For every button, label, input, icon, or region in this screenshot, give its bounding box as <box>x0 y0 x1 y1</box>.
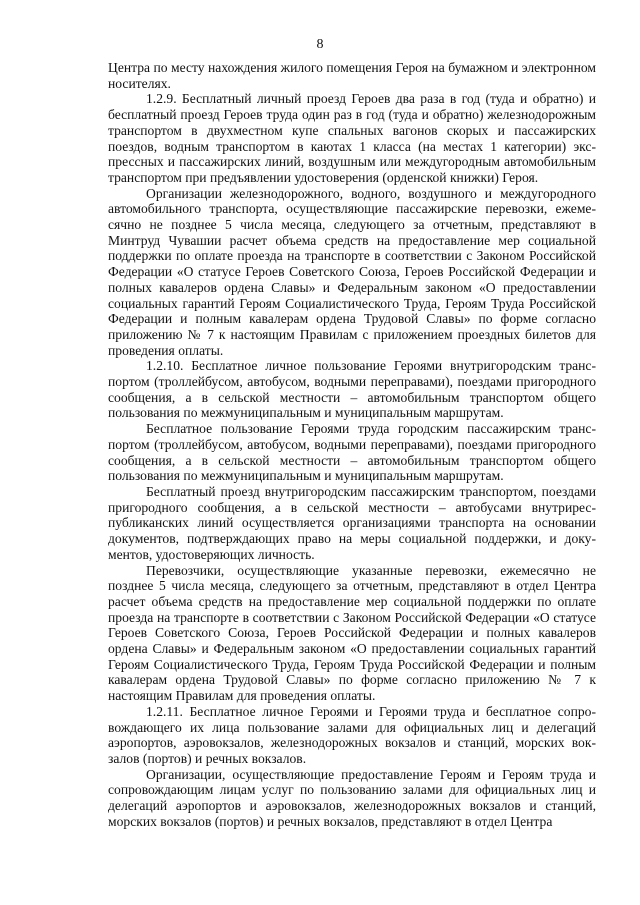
paragraph-1-2-10: 1.2.10. Бесплатное личное пользование Героями внутригородским транспортом (троллейбусом, автобусом, водными переправами), поездами пригородного сообщения, а в сельской местности – автомобильным транспортом общего пользования по межмуниципальным и муниципальным маршрутам. <box>108 358 596 421</box>
paragraph-1-2-11: 1.2.11. Бесплатное личное Героями и Героями труда и бесплатное сопровождающего их лица пользование залами для официальных лиц и делегаций аэропортов, аэровокзалов, железнодорожных вокзалов и станций, морских вокзалов (портов) и речных вокзалов. <box>108 703 596 766</box>
paragraph-organizations-halls: Организации, осуществляющие предоставление Героям и Героям труда и сопровождающим лицам услуг по пользованию залами для официальных лиц и делегаций аэропортов и аэровокзалов, железнодорожных вокзалов и станций, морских вокзалов (портов) и речных вокзалов, представляют в отдел Центра <box>108 766 596 829</box>
paragraph-continuation: Центра по месту нахождения жилого помещения Героя на бумажном и электронном носителях. <box>108 60 596 91</box>
paragraph-1-2-9: 1.2.9. Бесплатный личный проезд Героев два раза в год (туда и обратно) и бесплатный проезд Героев труда один раз в год (туда и обратно) железнодорожным транспортом в двухместном купе спальных вагонов скорых и пассажирских поездов, водным транспортом в каютах 1 класса (на местах 1 категории) экспрессных и пассажирских линий, воздушным или междугородным автомобильным транспортом при предъявлении удостоверения (орденской книжки) Героя. <box>108 91 596 185</box>
page-number: 8 <box>316 37 324 52</box>
document-body <box>108 60 596 829</box>
paragraph-carriers: Перевозчики, осуществляющие указанные перевозки, ежемесячно не позднее 5 числа месяца, следующего за отчетным, представляют в отдел Центра расчет объема средств на предоставление мер социальной поддержки по оплате проезда на транспорте в соответствии с Законом Российской Федерации «О статусе Героев Советского Союза, Героев Российской Федерации и полных кавалеров ордена Славы» и Федеральным законом «О предоставлении социальных гарантий Героям Социалистического Труда, Героям Труда Российской Федерации и полным кавалерам ордена Трудовой Славы» по форме согласно приложению № 7 к настоящим Правилам для проведения оплаты. <box>108 562 596 704</box>
paragraph-free-use-heroes-labor: Бесплатное пользование Героями труда городским пассажирским транспортом (троллейбусом, автобусом, водными переправами), поездами пригородного сообщения, а в сельской местности – автомобильным транспортом общего пользования по межмуниципальным и муниципальным маршрутам. <box>108 421 596 484</box>
paragraph-transport-organizations: Организации железнодорожного, водного, воздушного и междугородного автомобильного транспорта, осуществляющие пассажирские перевозки, ежемесячно не позднее 5 числа месяца, следующего за отчетным, представляют в Минтруд Чувашии расчет объема средств на предоставление мер социальной поддержки по оплате проезда на транспорте в соответствии с Законом Российской Федерации «О статусе Героев Советского Союза, Героев Российской Федерации и полных кавалеров ордена Славы» и Федеральным законом «О предоставлении социальных гарантий Героям Социалистического Труда, Героям Труда Российской Федерации и полным кавалерам ордена Трудовой Славы» по форме согласно приложению № 7 к настоящим Правилам с приложением проездных билетов для проведения оплаты. <box>108 185 596 358</box>
paragraph-free-travel-suburban: Бесплатный проезд внутригородским пассажирским транспортом, поездами пригородного сообщения, а в сельской местности – автобусами внутриреспубликанских линий осуществляется организациями транспорта на основании документов, подтверждающих право на меры социальной поддержки, и документов, удостоверяющих личность. <box>108 483 596 562</box>
